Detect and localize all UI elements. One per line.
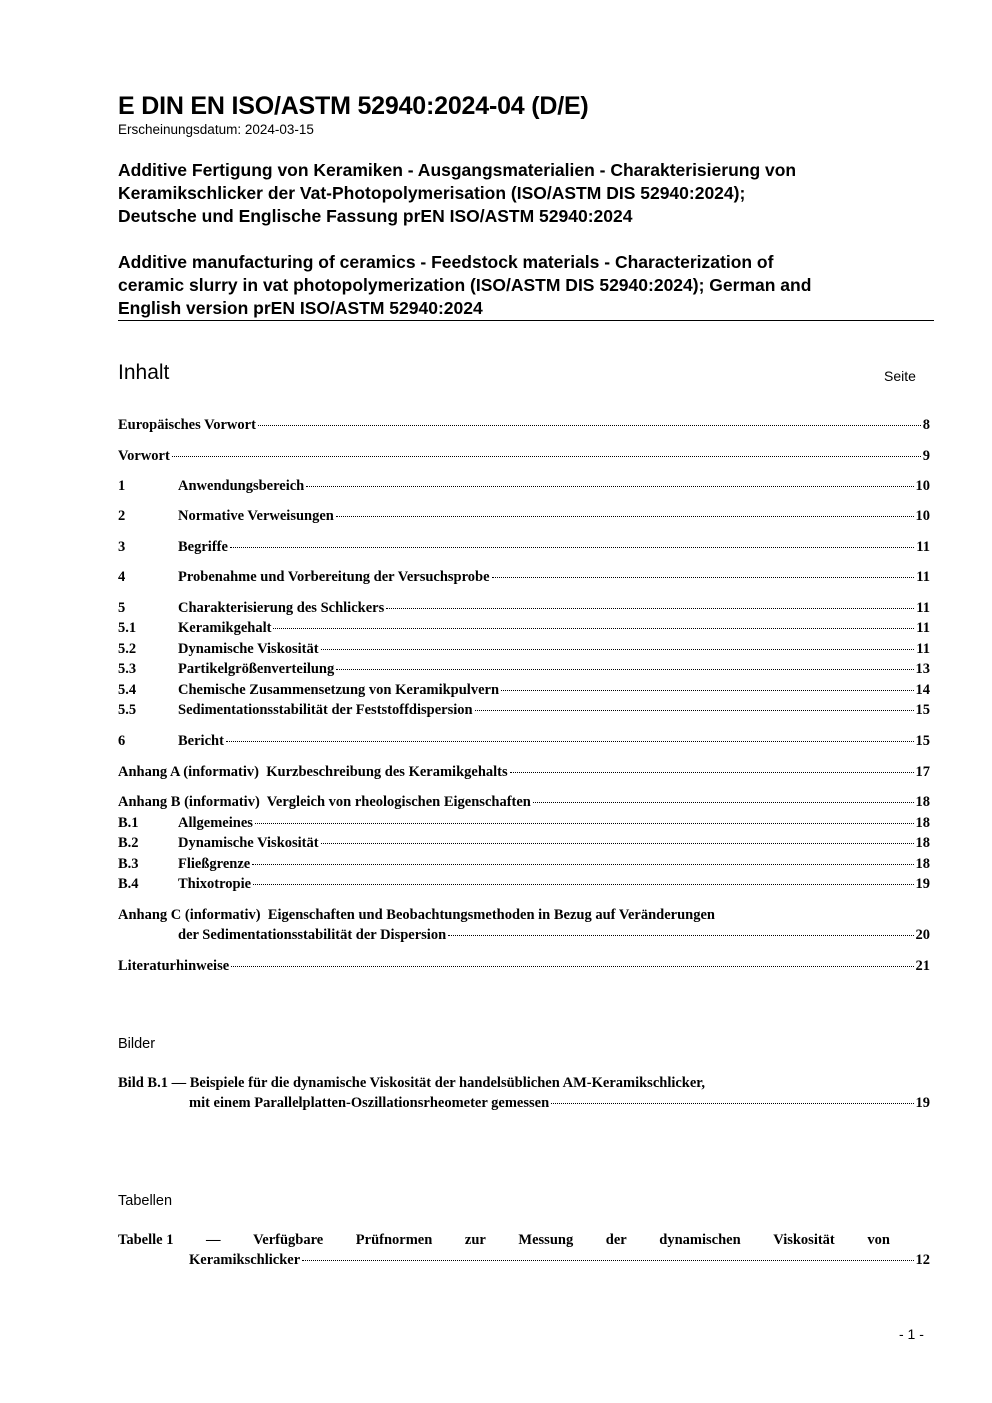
toc-leader-dots — [492, 577, 915, 578]
toc-entry-title: Fließgrenze — [178, 856, 251, 872]
toc-entry-page: 13 — [915, 661, 930, 677]
toc-entry-number: 5.1 — [118, 620, 137, 636]
table-entry-1[interactable] — [118, 1232, 930, 1272]
toc-entry-title: Begriffe — [178, 539, 228, 555]
toc-entry-title: Charakterisierung des Schlickers — [178, 600, 385, 616]
toc-leader-dots — [252, 864, 913, 865]
toc-entry-page: 9 — [922, 448, 930, 464]
toc-entry-page: 10 — [915, 478, 930, 494]
toc-entry-number: 1 — [118, 478, 126, 494]
toc-leader-dots — [255, 823, 914, 824]
toc-entry-title: Sedimentationsstabilität der Feststoffdispersion — [178, 702, 473, 718]
table-entry-word: von — [867, 1232, 890, 1248]
toc-entry-6[interactable] — [118, 733, 930, 753]
toc-entry-5[interactable] — [118, 600, 930, 620]
toc-entry-4[interactable] — [118, 569, 930, 589]
toc-entry-title: Probenahme und Vorbereitung der Versuchsprobe — [178, 569, 490, 585]
toc-leader-dots — [258, 425, 921, 426]
toc-entry-number: 5.4 — [118, 682, 137, 698]
table-entry-page: 12 — [915, 1252, 930, 1268]
english-title-line: Additive manufacturing of ceramics - Feedstock materials - Characterization of — [118, 252, 774, 272]
publication-date: Erscheinungsdatum: 2024-03-15 — [118, 122, 314, 137]
toc-entry-number: B.2 — [118, 835, 139, 851]
toc-leader-dots — [273, 628, 914, 629]
toc-leader-dots — [253, 884, 913, 885]
toc-entry-page: 19 — [915, 876, 930, 892]
toc-entry-number: 5.2 — [118, 641, 137, 657]
toc-leader-dots — [306, 486, 913, 487]
table-entry-word: Verfügbare — [253, 1232, 324, 1248]
table-entry-continuation — [118, 1252, 930, 1272]
german-title-line: Keramikschlicker der Vat-Photopolymerisation (ISO/ASTM DIS 52940:2024); — [118, 183, 746, 203]
toc-entry-title: Keramikgehalt — [178, 620, 272, 636]
toc-entry-page: 18 — [915, 835, 930, 851]
german-title-line: Additive Fertigung von Keramiken - Ausgangsmaterialien - Charakterisierung von — [118, 160, 797, 180]
english-title — [118, 251, 918, 320]
toc-leader-dots — [336, 516, 914, 517]
toc-entry-foreword[interactable] — [118, 448, 930, 468]
toc-page-column-label: Seite — [884, 368, 916, 384]
document-id: E DIN EN ISO/ASTM 52940:2024-04 (D/E) — [118, 92, 589, 120]
toc-entry-number: B.1 — [118, 815, 139, 831]
toc-leader-dots — [172, 456, 921, 457]
toc-entry-title: Anhang A (informativ) Kurzbeschreibung des Keramikgehalts — [118, 764, 508, 780]
toc-entry-title: Europäisches Vorwort — [118, 417, 256, 433]
toc-leader-dots — [321, 649, 915, 650]
toc-entry-number: 3 — [118, 539, 126, 555]
german-title-line: Deutsche und Englische Fassung prEN ISO/ASTM 52940:2024 — [118, 206, 633, 226]
toc-entry-number: 5.3 — [118, 661, 137, 677]
toc-entry-title: Partikelgrößenverteilung — [178, 661, 335, 677]
toc-entry-european-foreword[interactable] — [118, 417, 930, 437]
toc-heading: Inhalt — [118, 361, 170, 384]
toc-entry-number: B.4 — [118, 876, 139, 892]
table-entry-word: zur — [464, 1232, 486, 1248]
toc-entry-annex-c[interactable] — [118, 907, 930, 947]
toc-entry-5-3[interactable] — [118, 661, 930, 681]
figure-entry-title: Bild B.1 — Beispiele für die dynamische Viskosität der handelsüblichen AM-Keramikschlicker, — [118, 1075, 706, 1091]
toc-entry-page: 21 — [915, 958, 930, 974]
toc-entry-title: Normative Verweisungen — [178, 508, 334, 524]
toc-entry-page: 18 — [915, 856, 930, 872]
toc-leader-dots — [551, 1103, 913, 1104]
toc-leader-dots — [533, 802, 914, 803]
table-entry-word: Messung — [518, 1232, 574, 1248]
toc-leader-dots — [321, 843, 914, 844]
toc-entry-annex-a[interactable] — [118, 764, 930, 784]
toc-entry-title: Thixotropie — [178, 876, 252, 892]
table-entry-word: Prüfnormen — [355, 1232, 433, 1248]
title-divider — [118, 320, 934, 321]
toc-entry-number: 5 — [118, 600, 126, 616]
table-entry-word: Viskosität — [773, 1232, 835, 1248]
toc-entry-page: 17 — [915, 764, 930, 780]
toc-entry-page: 11 — [916, 620, 930, 636]
toc-entry-number: 6 — [118, 733, 126, 749]
toc-leader-dots — [448, 935, 913, 936]
toc-entry-page: 15 — [915, 733, 930, 749]
toc-leader-dots — [475, 710, 914, 711]
figure-entry-b-1[interactable] — [118, 1075, 930, 1115]
figure-entry-continuation — [118, 1095, 930, 1115]
toc-entry-title: Dynamische Viskosität — [178, 835, 319, 851]
toc-entry-b-3[interactable] — [118, 856, 930, 876]
toc-entry-bibliography[interactable] — [118, 958, 930, 978]
toc-entry-page: 18 — [915, 815, 930, 831]
toc-entry-title: Chemische Zusammensetzung von Keramikpulvern — [178, 682, 500, 698]
toc-entry-page: 11 — [916, 569, 930, 585]
toc-entry-title: Anhang B (informativ) Vergleich von rheologischen Eigenschaften — [118, 794, 531, 810]
toc-entry-page: 15 — [915, 702, 930, 718]
figures-heading: Bilder — [118, 1036, 156, 1052]
figure-entry-page: 19 — [915, 1095, 930, 1111]
toc-entry-page: 11 — [916, 539, 930, 555]
toc-entry-b-2[interactable] — [118, 835, 930, 855]
toc-entry-1[interactable] — [118, 478, 930, 498]
toc-entry-page: 10 — [915, 508, 930, 524]
toc-entry-page: 11 — [916, 600, 930, 616]
table-entry-word: — — [206, 1232, 221, 1248]
table-entry-word: dynamischen — [659, 1232, 741, 1248]
toc-entry-5-2[interactable] — [118, 641, 930, 661]
toc-entry-title: Vorwort — [118, 448, 170, 464]
toc-leader-dots — [336, 669, 913, 670]
toc-entry-page: 20 — [915, 927, 930, 943]
toc-entry-2[interactable] — [118, 508, 930, 528]
toc-leader-dots — [230, 547, 914, 548]
toc-entry-title: Bericht — [178, 733, 224, 749]
toc-leader-dots — [386, 608, 914, 609]
toc-entry-number: 5.5 — [118, 702, 137, 718]
toc-leader-dots — [231, 966, 913, 967]
english-title-line: English version prEN ISO/ASTM 52940:2024 — [118, 298, 483, 318]
tables-heading: Tabellen — [118, 1193, 173, 1209]
toc-entry-page: 11 — [916, 641, 930, 657]
toc-entry-b-1[interactable] — [118, 815, 930, 835]
toc-leader-dots — [501, 690, 913, 691]
toc-entry-5-5[interactable] — [118, 702, 930, 722]
toc-entry-page: 18 — [915, 794, 930, 810]
table-entry-title — [118, 1232, 890, 1252]
english-title-line: ceramic slurry in vat photopolymerization (ISO/ASTM DIS 52940:2024); German and — [118, 275, 812, 295]
toc-entry-continuation — [118, 927, 930, 947]
figure-entry-title-continued: mit einem Parallelplatten-Oszillationsrheometer gemessen — [189, 1095, 550, 1111]
toc-entry-b-4[interactable] — [118, 876, 930, 896]
toc-entry-5-4[interactable] — [118, 682, 930, 702]
toc-entry-title: Anwendungsbereich — [178, 478, 305, 494]
toc-entry-title: Literaturhinweise — [118, 958, 230, 974]
toc-entry-title: Allgemeines — [178, 815, 253, 831]
toc-entry-title: Anhang C (informativ) Eigenschaften und Beobachtungsmethoden in Bezug auf Veränderungen — [118, 907, 715, 923]
toc-leader-dots — [226, 741, 914, 742]
table-entry-word: Tabelle 1 — [118, 1232, 174, 1248]
toc-entry-title-continued: der Sedimentationsstabilität der Dispersion — [178, 927, 447, 943]
toc-entry-number: 2 — [118, 508, 126, 524]
page-number: - 1 - — [899, 1326, 924, 1342]
toc-entry-number: 4 — [118, 569, 126, 585]
german-title — [118, 159, 918, 228]
toc-entry-page: 14 — [915, 682, 930, 698]
toc-entry-3[interactable] — [118, 539, 930, 559]
toc-leader-dots — [302, 1260, 913, 1261]
table-entry-word: der — [605, 1232, 627, 1248]
toc-entry-annex-b[interactable] — [118, 794, 930, 814]
toc-entry-5-1[interactable] — [118, 620, 930, 640]
toc-entry-title: Dynamische Viskosität — [178, 641, 319, 657]
toc-entry-number: B.3 — [118, 856, 139, 872]
toc-leader-dots — [510, 772, 914, 773]
toc-entry-page: 8 — [922, 417, 930, 433]
table-entry-title-continued: Keramikschlicker — [189, 1252, 301, 1268]
